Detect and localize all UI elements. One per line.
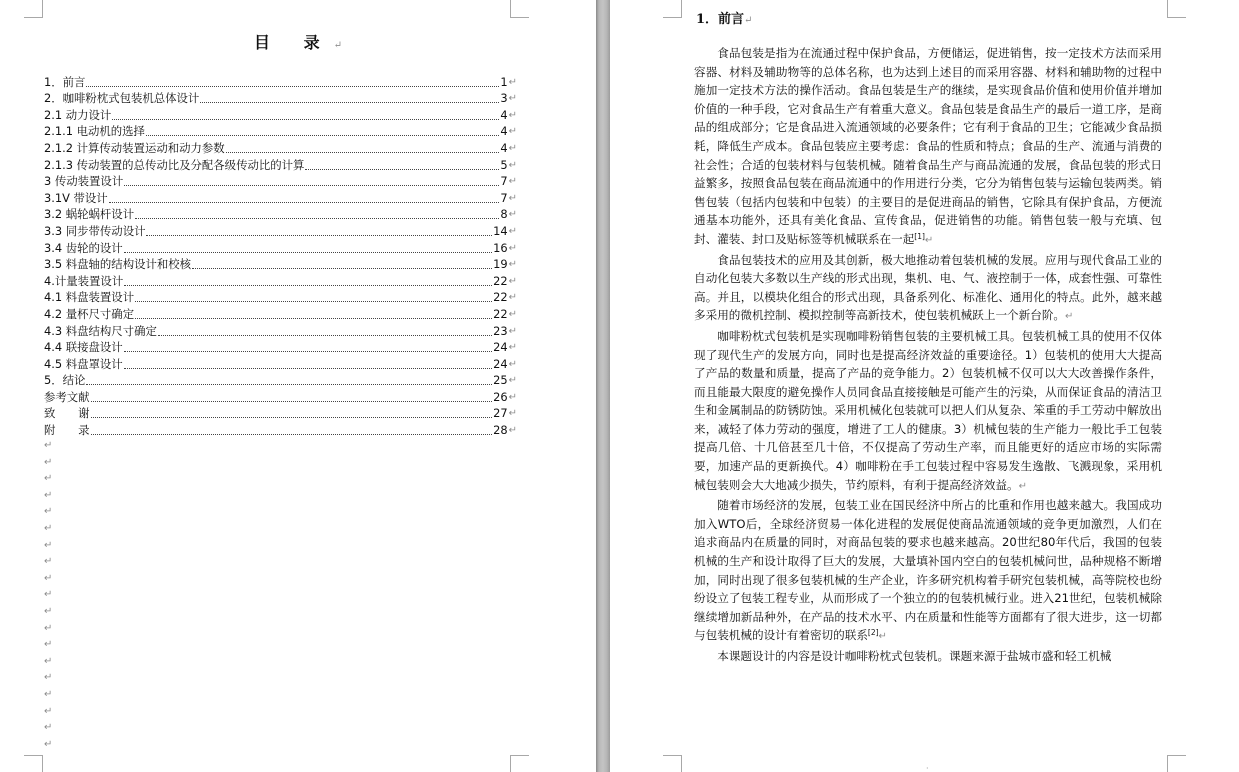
toc-entry-page: 22 [493, 290, 508, 305]
paragraph-mark-icon: ↵ [44, 440, 53, 451]
toc-entry-page: 4 [500, 107, 508, 122]
paragraph-text: 食品包装技术的应用及其创新，极大地推动着包装机械的发展。应用与现代食品工业的自动化包装大多数以生产线的形式出现，集机、电、气、液控制于一体，成套性强、可靠性高。并且，以模块化组合的形式出现，具备系列化、标准化、通用化的特点。此外，越来越多采用的微机控制、模拟控制等高新技术，使包装机械跃上一个新台阶。 [694, 252, 1162, 323]
paragraph-mark-icon: ↵ [508, 308, 517, 320]
paragraph-mark-icon: ↵ [44, 605, 53, 617]
toc-entry [44, 123, 517, 140]
right-page [610, 0, 1239, 772]
toc-entry [44, 173, 517, 190]
toc-dot-leader [124, 285, 492, 286]
toc-dot-leader [135, 301, 492, 302]
toc-dot-leader [124, 252, 492, 253]
paragraph-mark-icon: ↵ [44, 556, 53, 568]
paragraph-mark-icon: ↵ [508, 425, 517, 437]
paragraph-mark-icon: ↵ [508, 259, 517, 271]
toc-dot-leader [146, 235, 492, 236]
body-paragraph [694, 647, 1162, 666]
toc-entry-label: 3.4 齿轮的设计 [44, 240, 123, 255]
paragraph-mark-icon: ↵ [508, 391, 517, 403]
paragraph-text: 食品包装是指为在流通过程中保护食品，方便储运，促进销售，按一定技术方法而采用容器、材料及辅助物等的总体名称，也为达到上述目的而采用容器、材料和辅助物的过程中施加一定技术方法的操作活动。食品包装是生产的继续，是实现食品价值和使用价值并增加价值的一种手段，它对食品生产有着重大意义。食品包装是食品生产的最后一道工序，是商品的组成部分；它是食品进入流通领域的必要条件；它有利于食品的卫生；它能减少食品损耗，降低生产成本。食品包装应主要考虑：食品的性质和特点；食品的生产、流通与消费的社会性；合适的包装材料与包装机械。随着食品生产与商品流通的发展，食品包装的形式日益繁多，按照食品包装在商品流通中的作用进行分类，它分为销售包装与运输包装两类。销售包装（包括内包装和中包装）的主要目的是促进商品的销售，它除具有保护食品，方便流通基本功能外，还具有美化食品、宣传食品，促进销售的功能。销售包装一般与充填、包封、灌装、封口及贴标签等机械联系在一起 [694, 46, 1162, 246]
paragraph-mark-icon: ↵ [1065, 311, 1074, 323]
toc-entry [44, 90, 517, 107]
toc-entry-page: 23 [493, 323, 508, 338]
toc-entry [44, 106, 517, 123]
toc-entry-label: 致 谢 [44, 406, 90, 421]
paragraph-mark-icon: ↵ [924, 234, 934, 246]
paragraph-mark-icon: ↵ [508, 225, 517, 237]
paragraph-mark-icon: ↵ [333, 40, 342, 51]
paragraph-mark-icon: ↵ [44, 489, 53, 501]
toc-title-text: 目 录 [254, 33, 334, 52]
toc-entry-page: 7 [500, 174, 508, 189]
left-page [0, 0, 596, 772]
paragraph-mark-icon: ↵ [44, 688, 53, 700]
toc-entry-label: 3.3 同步带传动设计 [44, 223, 146, 238]
citation-ref: [1] [914, 231, 925, 241]
toc-dot-leader [91, 401, 493, 402]
toc-entry-label: 5．结论 [44, 373, 86, 388]
toc-entry [44, 372, 517, 389]
citation-ref: [2] [867, 628, 879, 638]
toc-entry-page: 25 [493, 373, 508, 388]
page-gap [596, 0, 610, 772]
toc-entry-page: 22 [493, 306, 508, 321]
paragraph-mark-icon: ↵ [44, 506, 53, 518]
paragraph-mark-icon: ↵ [44, 705, 53, 717]
toc-dot-leader [305, 169, 499, 170]
paragraph-mark-icon: ↵ [508, 142, 517, 154]
toc-entry [44, 355, 517, 372]
toc-entry-label: 4.1 料盘装置设计 [44, 290, 135, 305]
toc-entry-page: 14 [493, 223, 508, 238]
toc-entry-label: 3 传动装置设计 [44, 174, 124, 189]
toc-entry [44, 305, 517, 322]
toc-entry-label: 1．前言 [44, 74, 86, 89]
toc-entry-page: 22 [493, 273, 508, 288]
paragraph-mark-icon: ↵ [1018, 480, 1028, 492]
toc-entry-page: 27 [493, 406, 508, 421]
toc-entry-label: 4.计量装置设计 [44, 273, 124, 288]
crop-mark [24, 755, 43, 772]
toc-dot-leader [146, 135, 499, 136]
paragraph-mark-icon: ↵ [44, 639, 53, 651]
toc-entry-page: 28 [493, 423, 508, 438]
paragraph-mark-icon: ↵ [508, 192, 517, 204]
toc-dot-leader [86, 384, 492, 385]
paragraph-mark-icon: ↵ [508, 275, 517, 287]
toc-entry [44, 405, 517, 422]
toc-entry-label: 参考文献 [44, 389, 90, 404]
paragraph-mark-icon: ↵ [44, 738, 53, 750]
toc-entry-page: 4 [500, 124, 508, 139]
paragraph-mark-icon: ↵ [44, 722, 53, 734]
paragraph-mark-icon: ↵ [508, 408, 517, 420]
toc-entry-label: 3.1V 带设计 [44, 190, 108, 205]
toc-entry [44, 239, 517, 256]
paragraph-mark-icon: ↵ [508, 109, 517, 121]
toc-dot-leader [200, 102, 499, 103]
paragraph-text: 随着市场经济的发展，包装工业在国民经济中所占的比重和作用也越来越大。我国成功加入WTO后，全球经济贸易一体化进程的发展促使商品流通领域的竞争更加激烈，人们在追求商品内在质量的同时，对商品包装的要求也越来越高。20世纪80年代后，我国的包装机械的生产和设计取得了巨大的发展，大量填补国内空白的包装机械问世，品种规格不断增加，同时出现了很多包装机械的生产企业，许多研究机构着手研究包装机械，高等院校也纷纷设立了包装工程专业，从而形成了一个独立的的包装机械行业。进入21世纪，包装机械除继续增加新品种外，在产品的技术水平、内在质量和性能等方面都有了很大进步，这一切都与包装机械的设计有着密切的联系 [694, 498, 1162, 643]
paragraph-mark-icon: ↵ [44, 655, 53, 667]
body-text [694, 44, 1162, 666]
paragraph-mark-icon: ↵ [508, 209, 517, 221]
paragraph-mark-icon: ↵ [44, 589, 53, 601]
toc-entry-page: 7 [500, 190, 508, 205]
toc-entry-page: 5 [500, 157, 508, 172]
toc-entry-label: 3.5 料盘轴的结构设计和校核 [44, 257, 192, 272]
paragraph-mark-icon: ↵ [44, 473, 53, 485]
toc-title [0, 30, 596, 53]
paragraph-mark-icon: ↵ [508, 159, 517, 171]
toc-entry [44, 322, 517, 339]
toc-entry [44, 272, 517, 289]
toc-entry-page: 19 [493, 257, 508, 272]
toc-dot-leader [91, 434, 493, 435]
toc-entry-page: 16 [493, 240, 508, 255]
toc-dot-leader [124, 351, 492, 352]
paragraph-mark-icon: ↵ [508, 292, 517, 304]
paragraph-mark-icon: ↵ [508, 375, 517, 387]
toc-entry-label: 3.2 蜗轮蜗杆设计 [44, 207, 135, 222]
toc-entry-page: 1 [500, 74, 508, 89]
body-paragraph [694, 496, 1162, 647]
paragraph-mark-icon: ↵ [508, 76, 517, 88]
paragraph-mark-icon: ↵ [44, 539, 53, 551]
toc-entry-label: 2.1.1 电动机的选择 [44, 124, 145, 139]
toc-entry-label: 2．咖啡粉枕式包装机总体设计 [44, 91, 200, 106]
toc-entry-label: 2.1.3 传动装置的总传动比及分配各级传动比的计算 [44, 157, 305, 172]
section-heading-text: 1．前言 [696, 12, 745, 27]
toc-entry-page: 3 [500, 91, 508, 106]
toc-entry-label: 2.1.2 计算传动装置运动和动力参数 [44, 140, 225, 155]
toc-entry [44, 289, 517, 306]
toc-dot-leader [112, 119, 499, 120]
footer-dot: · [926, 764, 929, 772]
toc-entry [44, 156, 517, 173]
toc-entry [44, 421, 517, 438]
toc-entry [44, 388, 517, 405]
toc-entry-label: 2.1 动力设计 [44, 107, 112, 122]
body-paragraph [694, 44, 1162, 251]
toc-dot-leader [135, 318, 492, 319]
paragraph-mark-icon: ↵ [508, 242, 517, 254]
crop-mark [510, 0, 529, 18]
paragraph-mark-icon: ↵ [508, 325, 517, 337]
toc-dot-leader [91, 417, 493, 418]
table-of-contents [44, 73, 517, 438]
paragraph-mark-icon: ↵ [44, 572, 53, 584]
paragraph-mark-icon: ↵ [44, 456, 53, 468]
paragraph-mark-icon: ↵ [44, 672, 53, 684]
empty-paragraph-marks [44, 438, 52, 753]
paragraph-text: 咖啡粉枕式包装机是实现咖啡粉销售包装的主要机械工具。包装机械工具的使用不仅体现了现代生产的发展方向，同时也是提高经济效益的重要途径。1）包装机的使用大大提高了产品的数量和质量，提高了产品的竞争能力。2）包装机械不仅可以大大改善操作条件，而且能最大限度的避免操作人员同食品直接接触是可能产生的污染，从而保证食品的清洁卫生和金属制品的防锈防蚀。采用机械化包装就可以把人们从复杂、笨重的手工劳动中解放出来，减轻了体力劳动的强度，增进了工人的健康。3）机械包装的生产能力一般比手工包装提高几倍、十几倍甚至几十倍，不仅提高了劳动生产率，而且能更好的适应市场的实际需要，加速产品的更新换代。4）咖啡粉在手工包装过程中容易发生逸散、飞溅现象，采用机械包装则会大大地减少损失，节约原料，有利于提高经济效益。 [694, 328, 1162, 492]
toc-entry-page: 8 [500, 207, 508, 222]
paragraph-mark-icon: ↵ [508, 176, 517, 188]
toc-dot-leader [226, 152, 500, 153]
paragraph-mark-icon: ↵ [508, 342, 517, 354]
paragraph-mark-icon: ↵ [508, 358, 517, 370]
paragraph-mark-icon: ↵ [878, 631, 887, 643]
toc-entry [44, 339, 517, 356]
crop-mark [24, 0, 43, 18]
crop-mark [1167, 0, 1186, 18]
paragraph-mark-icon: ↵ [508, 93, 517, 105]
crop-mark [1167, 755, 1186, 772]
toc-entry-label: 4.3 料盘结构尺寸确定 [44, 323, 157, 338]
crop-mark [663, 755, 682, 772]
toc-entry-label: 附 录 [44, 423, 90, 438]
paragraph-mark-icon: ↵ [508, 126, 517, 138]
paragraph-mark-icon: ↵ [44, 622, 53, 634]
toc-entry [44, 256, 517, 273]
body-paragraph [694, 327, 1162, 496]
toc-entry [44, 139, 517, 156]
toc-entry-page: 24 [493, 340, 508, 355]
toc-entry-page: 24 [493, 356, 508, 371]
toc-dot-leader [124, 185, 499, 186]
toc-dot-leader [86, 86, 499, 87]
toc-dot-leader [158, 335, 492, 336]
crop-mark [663, 0, 682, 18]
toc-entry-label: 4.4 联接盘设计 [44, 340, 123, 355]
toc-entry-page: 4 [500, 140, 508, 155]
toc-dot-leader [109, 202, 500, 203]
toc-dot-leader [192, 268, 492, 269]
section-heading [696, 8, 752, 27]
paragraph-mark-icon: ↵ [44, 522, 53, 534]
body-paragraph [694, 251, 1162, 327]
toc-entry [44, 73, 517, 90]
toc-entry-page: 26 [493, 389, 508, 404]
toc-dot-leader [135, 218, 499, 219]
toc-entry-label: 4.2 量杯尺寸确定 [44, 306, 135, 321]
toc-entry [44, 206, 517, 223]
toc-entry [44, 222, 517, 239]
paragraph-text: 本课题设计的内容是设计咖啡粉枕式包装机。课题来源于盐城市盛和轻工机械 [717, 649, 1112, 663]
toc-entry-label: 4.5 料盘罩设计 [44, 356, 123, 371]
crop-mark [510, 755, 529, 772]
paragraph-mark-icon: ↵ [744, 15, 753, 26]
toc-dot-leader [124, 368, 492, 369]
toc-entry [44, 189, 517, 206]
